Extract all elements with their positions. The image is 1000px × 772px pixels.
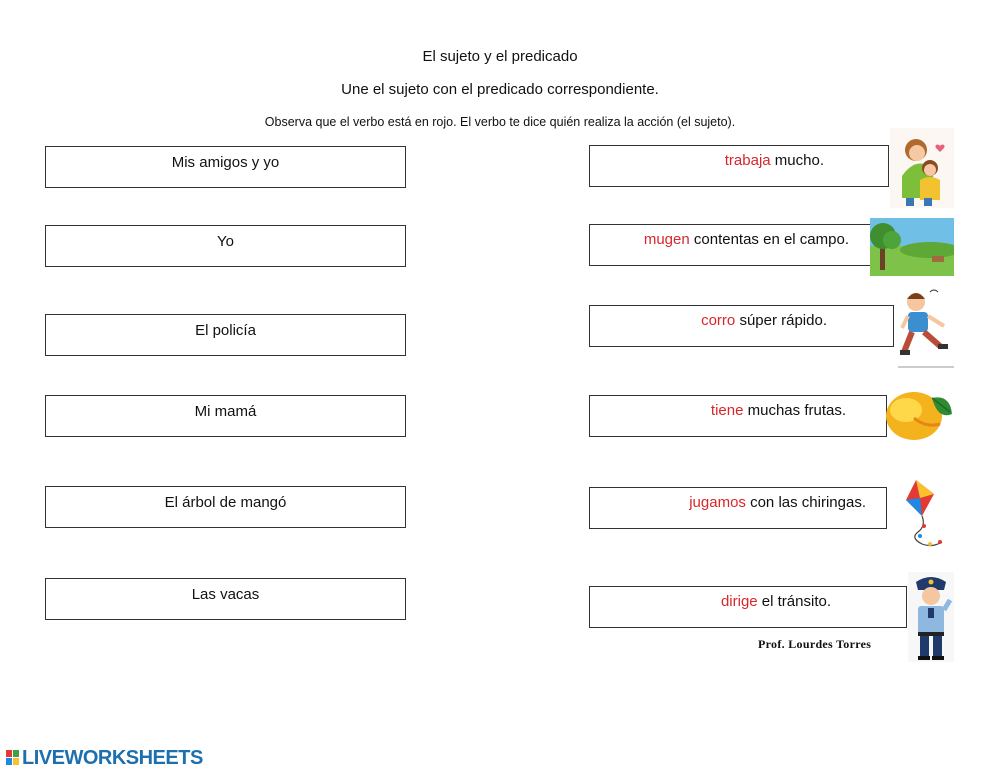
predicate-box-trabaja[interactable] xyxy=(589,145,889,187)
mango-icon xyxy=(884,384,954,442)
predicate-rest: con las chiringas. xyxy=(750,494,866,511)
predicate-box-corro[interactable] xyxy=(589,305,894,347)
predicate-box-tiene[interactable] xyxy=(589,395,887,437)
subject-box-mis-amigos[interactable] xyxy=(45,146,406,188)
predicate-rest: muchas frutas. xyxy=(747,402,846,419)
page-title: El sujeto y el predicado xyxy=(422,48,578,65)
subject-label: Mi mamá xyxy=(194,403,257,420)
note-text: Observa que el verbo está en rojo. El verbo te dice quién realiza la acción (el sujeto). xyxy=(264,115,736,129)
mother-hugging-child-icon xyxy=(890,128,954,208)
predicate-box-mugen[interactable] xyxy=(589,224,874,266)
liveworksheets-logo-icon xyxy=(6,750,20,766)
running-boy-icon xyxy=(896,286,956,372)
subject-label: El árbol de mangó xyxy=(164,494,287,511)
verb-text: mugen xyxy=(643,231,690,248)
subject-label: Las vacas xyxy=(191,586,260,603)
verb-text: corro xyxy=(701,312,736,329)
predicate-rest: el tránsito. xyxy=(761,593,831,610)
police-officer-icon xyxy=(908,572,954,662)
kite-icon xyxy=(886,478,952,554)
subject-box-las-vacas[interactable] xyxy=(45,578,406,620)
liveworksheets-logo[interactable] xyxy=(6,747,203,769)
subject-label: Yo xyxy=(217,233,234,250)
verb-text: trabaja xyxy=(724,152,771,169)
predicate-box-jugamos[interactable] xyxy=(589,487,887,529)
subject-box-mi-mama[interactable] xyxy=(45,395,406,437)
instruction-text: Une el sujeto con el predicado correspondiente. xyxy=(341,81,659,98)
verb-text: tiene xyxy=(710,402,744,419)
predicate-rest: contentas en el campo. xyxy=(693,231,849,248)
subject-box-el-policia[interactable] xyxy=(45,314,406,356)
predicate-box-dirige[interactable] xyxy=(589,586,907,628)
countryside-landscape-icon xyxy=(870,218,954,276)
brand-name: LIVEWORKSHEETS xyxy=(22,746,203,769)
subject-box-arbol-mango[interactable] xyxy=(45,486,406,528)
predicate-rest: mucho. xyxy=(774,152,824,169)
subject-box-yo[interactable] xyxy=(45,225,406,267)
predicate-rest: súper rápido. xyxy=(739,312,827,329)
author-credit: Prof. Lourdes Torres xyxy=(758,637,872,651)
subject-label: El policía xyxy=(195,322,256,339)
subject-label: Mis amigos y yo xyxy=(171,154,280,171)
verb-text: jugamos xyxy=(689,494,746,511)
verb-text: dirige xyxy=(720,593,758,610)
